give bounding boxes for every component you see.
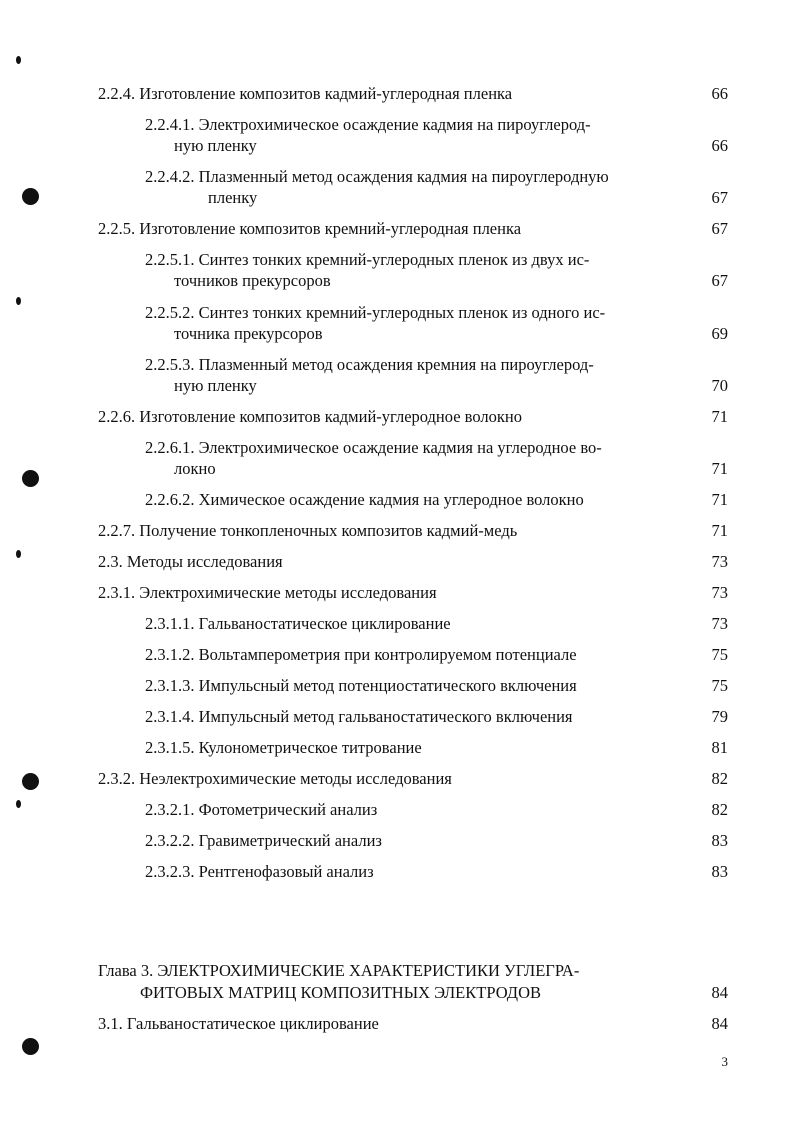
- toc-entry-title: 2.2.6. Изготовление композитов кадмий-углеродное волокно: [98, 407, 522, 426]
- punch-hole: [22, 1038, 39, 1055]
- toc-entry-title: 2.3. Методы исследования: [98, 552, 283, 571]
- toc-entry-title-cont: точников прекурсоров: [174, 271, 331, 290]
- toc-entry-page: 66: [711, 136, 728, 155]
- toc-entry-page: 71: [711, 407, 728, 426]
- toc-entry-page: 73: [711, 552, 728, 571]
- toc-entry-title-cont: пленку: [208, 188, 258, 207]
- toc-entry-title: 3.1. Гальваностатическое циклирование: [98, 1014, 379, 1033]
- toc-entry-title-cont: ФИТОВЫХ МАТРИЦ КОМПОЗИТНЫХ ЭЛЕКТРОДОВ: [140, 983, 541, 1002]
- toc-entry-title: 2.2.6.1. Электрохимическое осаждение кадмия на углеродное во-: [145, 438, 602, 457]
- toc-entry-page: 73: [711, 583, 728, 602]
- toc-entry-title: 2.2.4. Изготовление композитов кадмий-углеродная пленка: [98, 84, 513, 103]
- punch-mark: [16, 550, 21, 558]
- toc-entry-page: 71: [711, 459, 728, 478]
- toc-entry-title: 2.2.6.2. Химическое осаждение кадмия на углеродное волокно: [145, 490, 584, 509]
- toc-entry-title: 2.2.4.2. Плазменный метод осаждения кадмия на пироуглеродную: [145, 167, 609, 186]
- toc-entry-title: 2.3.1. Электрохимические методы исследования: [98, 583, 437, 602]
- toc-entry-title-cont: точника прекурсоров: [174, 324, 323, 343]
- toc-entry-title: 2.2.5. Изготовление композитов кремний-углеродная пленка: [98, 219, 522, 238]
- toc-entry-title: 2.2.7. Получение тонкопленочных композитов кадмий-медь: [98, 521, 518, 540]
- toc-entry-title: 2.3.1.4. Импульсный метод гальваностатического включения: [145, 707, 573, 726]
- toc-entry-title: 2.3.2.2. Гравиметрический анализ: [145, 831, 382, 850]
- toc-entry-page: 84: [711, 983, 728, 1002]
- toc-entry-title: 2.3.2.1. Фотометрический анализ: [145, 800, 378, 819]
- toc-entry-page: 82: [711, 769, 728, 788]
- toc-entry-title: 2.3.1.5. Кулонометрическое титрование: [145, 738, 422, 757]
- toc-entry-title: Глава 3. ЭЛЕКТРОХИМИЧЕСКИЕ ХАРАКТЕРИСТИКИ УГЛЕГРА-: [98, 961, 580, 980]
- punch-mark: [16, 297, 21, 305]
- punch-hole: [22, 773, 39, 790]
- toc-entry-page: 73: [711, 614, 728, 633]
- toc-entry-title: 2.3.2.3. Рентгенофазовый анализ: [145, 862, 374, 881]
- toc-entry-page: 70: [711, 376, 728, 395]
- toc-entry-page: 67: [711, 219, 728, 238]
- toc-entry-page: 66: [711, 84, 728, 103]
- toc-entry-page: 67: [711, 271, 728, 290]
- toc-entry-page: 83: [711, 831, 728, 850]
- toc-entry-page: 75: [711, 645, 728, 664]
- toc-entry-title: 2.2.5.1. Синтез тонких кремний-углеродных пленок из двух ис-: [145, 250, 590, 269]
- toc-entry-page: 82: [711, 800, 728, 819]
- punch-mark: [16, 800, 21, 808]
- toc-entry-title: 2.3.1.2. Вольтамперометрия при контролируемом потенциале: [145, 645, 577, 664]
- toc-entry-title: 2.3.1.3. Импульсный метод потенциостатического включения: [145, 676, 577, 695]
- toc-entry-title-cont: ную пленку: [174, 136, 257, 155]
- toc-entry-page: 71: [711, 521, 728, 540]
- toc-entry-title: 2.3.1.1. Гальваностатическое циклирование: [145, 614, 451, 633]
- toc-entry-page: 83: [711, 862, 728, 881]
- toc-entry-page: 84: [711, 1014, 728, 1033]
- toc-entry-page: 81: [711, 738, 728, 757]
- toc-entry-title-cont: локно: [174, 459, 216, 478]
- punch-mark: [16, 56, 21, 64]
- toc-entry-page: 71: [711, 490, 728, 509]
- punch-hole: [22, 470, 39, 487]
- toc-entry-title: 2.3.2. Неэлектрохимические методы исследования: [98, 769, 452, 788]
- toc-entry-title: 2.2.5.2. Синтез тонких кремний-углеродных пленок из одного ис-: [145, 303, 606, 322]
- toc-entry-page: 79: [711, 707, 728, 726]
- toc-entry-page: 75: [711, 676, 728, 695]
- toc-entry-title-cont: ную пленку: [174, 376, 257, 395]
- page-number: 3: [721, 1054, 728, 1069]
- toc-entry-page: 67: [711, 188, 728, 207]
- punch-hole: [22, 188, 39, 205]
- toc-entry-page: 69: [711, 324, 728, 343]
- toc-entry-title: 2.2.4.1. Электрохимическое осаждение кадмия на пироуглерод-: [145, 115, 591, 134]
- toc-entry-title: 2.2.5.3. Плазменный метод осаждения кремния на пироуглерод-: [145, 355, 594, 374]
